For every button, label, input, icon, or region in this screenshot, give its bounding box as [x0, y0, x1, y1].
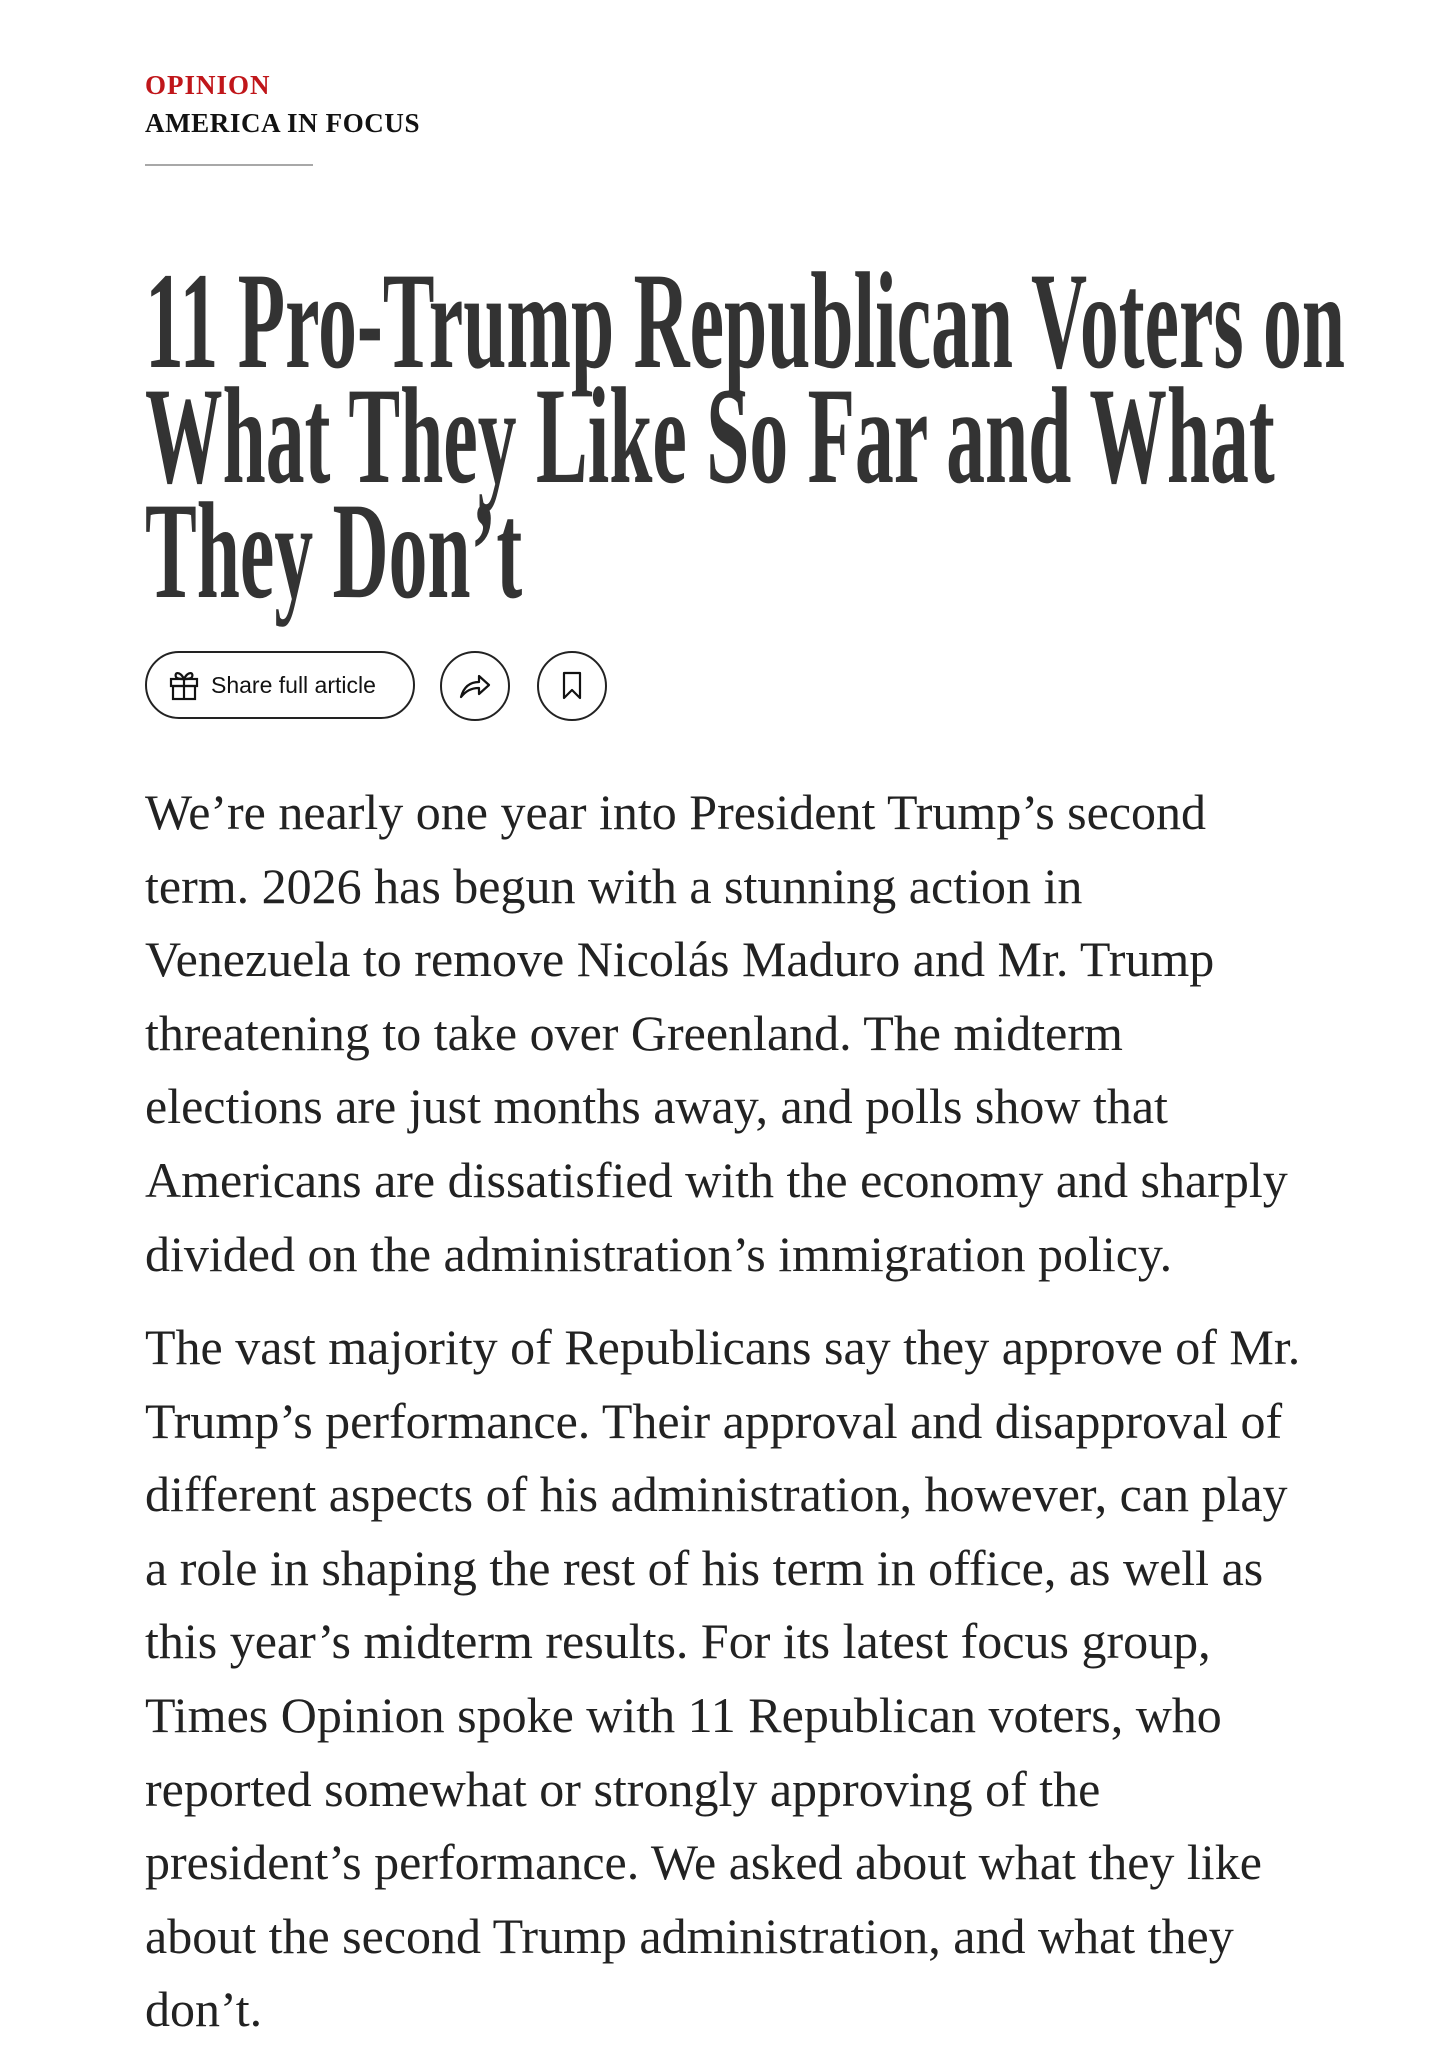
headline-line: 11 Pro-Trump Republican Voters on: [145, 244, 1345, 397]
paragraph-line: different aspects of his administration, however, can play: [145, 1466, 1288, 1523]
paragraph-line: term. 2026 has begun with a stunning action in: [145, 857, 1083, 914]
share-full-article-label: Share full article: [211, 671, 376, 698]
section-kicker[interactable]: OPINION: [145, 70, 271, 100]
paragraph-line: Venezuela to remove Nicolás Maduro and Mr. Trump: [145, 931, 1215, 988]
paragraph-line: Americans are dissatisfied with the economy and sharply: [145, 1151, 1288, 1208]
paragraph-line: about the second Trump administration, and what they: [145, 1907, 1234, 1964]
gift-icon: [169, 669, 199, 701]
body-paragraph: [145, 1311, 1385, 2047]
paragraph-line: this year’s midterm results. For its latest focus group,: [145, 1613, 1211, 1670]
paragraph-line: reported somewhat or strongly approving of the: [145, 1760, 1101, 1817]
bookmark-button[interactable]: [537, 651, 607, 721]
paragraph-line: Times Opinion spoke with 11 Republican voters, who: [145, 1686, 1222, 1743]
paragraph-line: divided on the administration’s immigration policy.: [145, 1225, 1173, 1282]
bookmark-icon: [561, 671, 583, 701]
headline-line: They Don’t: [145, 474, 523, 627]
series-label[interactable]: AMERICA IN FOCUS: [145, 108, 421, 138]
paragraph-line: Trump’s performance. Their approval and disapproval of: [145, 1392, 1283, 1449]
share-full-article-button[interactable]: [145, 651, 415, 719]
article-actions: [145, 651, 615, 719]
share-button[interactable]: [440, 651, 510, 721]
headline: [145, 244, 1445, 627]
divider: [145, 164, 313, 166]
paragraph-line: don’t.: [145, 1981, 263, 2038]
paragraph-line: The vast majority of Republicans say they approve of Mr.: [145, 1319, 1301, 1375]
paragraph-line: threatening to take over Greenland. The midterm: [145, 1004, 1123, 1061]
share-arrow-icon: [458, 672, 492, 700]
headline-line: What They Like So Far and What: [145, 359, 1275, 512]
paragraph-line: president’s performance. We asked about what they like: [145, 1834, 1262, 1891]
paragraph-line: elections are just months away, and polls show that: [145, 1078, 1168, 1135]
paragraph-line: a role in shaping the rest of his term in office, as well as: [145, 1539, 1264, 1596]
paragraph-line: We’re nearly one year into President Trump’s second: [145, 784, 1207, 840]
body-paragraph: [145, 776, 1385, 1291]
